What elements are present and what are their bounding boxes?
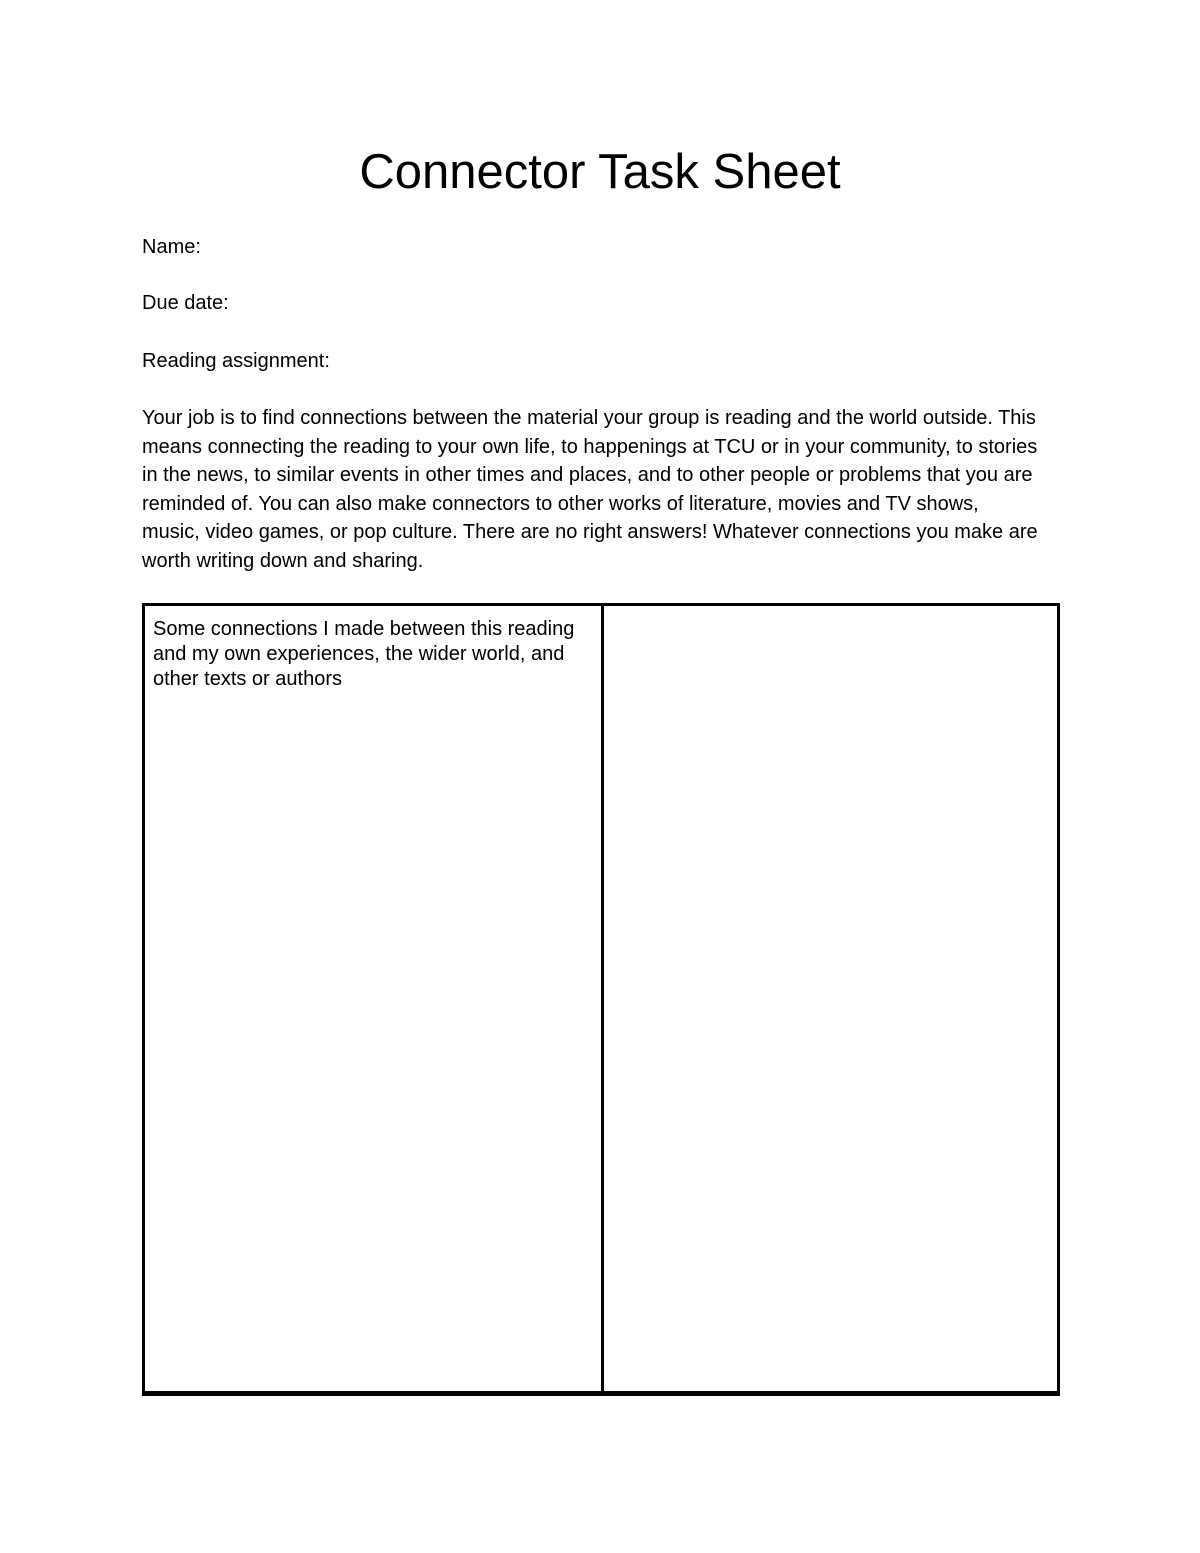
- connections-answer-cell: [604, 606, 1057, 1391]
- connections-table: [142, 603, 1060, 1394]
- instructions-paragraph: Your job is to find connections between the material your group is reading and the world outside. This means connecting the reading to your own life, to happenings at TCU or in your community, to stories in the news, to similar events in other times and places, and to other people or problems that you are reminded of. You can also make connectors to other works of literature, movies and TV shows, music, video games, or pop culture. There are no right answers! Whatever connections you make are worth writing down and sharing.: [142, 407, 1038, 572]
- due-date-field-label: Due date:: [142, 292, 229, 314]
- name-field-label: Name:: [142, 236, 201, 258]
- page-title: Connector Task Sheet: [359, 145, 841, 199]
- connections-prompt-cell: [145, 606, 601, 1391]
- reading-assignment-field-label: Reading assignment:: [142, 350, 330, 372]
- connections-prompt-text: Some connections I made between this reading and my own experiences, the wider world, and other texts or authors: [153, 618, 575, 690]
